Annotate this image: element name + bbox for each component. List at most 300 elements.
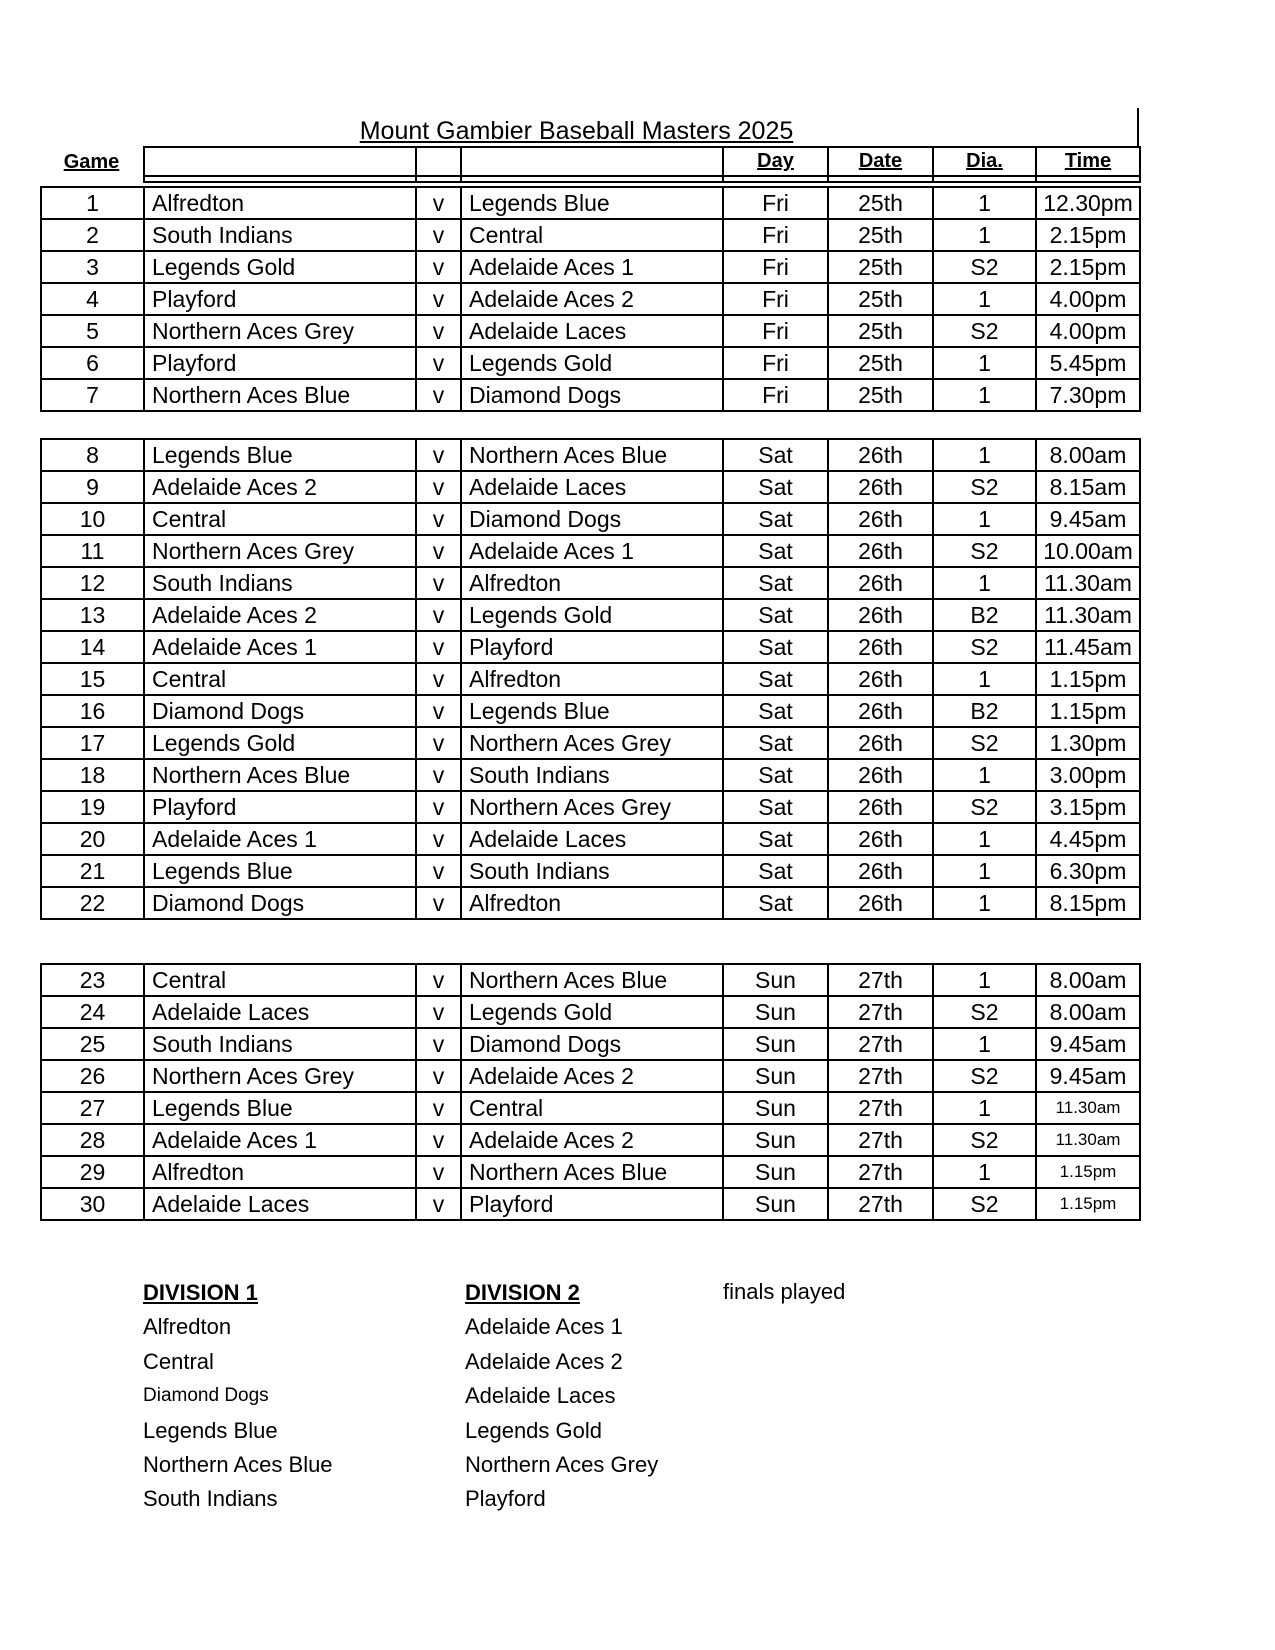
- column-header-date: Date: [828, 147, 933, 176]
- diamond-cell: 1: [933, 1028, 1036, 1060]
- diamond-cell: S2: [933, 727, 1036, 759]
- diamond-cell: S2: [933, 996, 1036, 1028]
- time-cell: 1.30pm: [1036, 727, 1140, 759]
- time-cell: 11.30am: [1036, 567, 1140, 599]
- game-number-cell: 2: [41, 219, 144, 251]
- vs-cell: v: [416, 315, 461, 347]
- game-number-cell: 17: [41, 727, 144, 759]
- away-team-cell: Legends Gold: [461, 347, 723, 379]
- home-team-cell: Diamond Dogs: [144, 695, 416, 727]
- diamond-cell: S2: [933, 1188, 1036, 1220]
- diamond-cell: S2: [933, 791, 1036, 823]
- home-team-cell: Northern Aces Blue: [144, 759, 416, 791]
- day-cell: Sat: [723, 631, 828, 663]
- date-cell: 26th: [828, 599, 933, 631]
- time-cell: 12.30pm: [1036, 187, 1140, 219]
- away-team-cell: Central: [461, 219, 723, 251]
- vs-cell: v: [416, 187, 461, 219]
- page-title: Mount Gambier Baseball Masters 2025: [359, 117, 794, 145]
- division-2-heading: DIVISION 2: [465, 1280, 580, 1305]
- time-cell: 8.00am: [1036, 439, 1140, 471]
- date-cell: 27th: [828, 1156, 933, 1188]
- home-team-cell: Adelaide Aces 2: [144, 471, 416, 503]
- column-header-away-team: [461, 147, 723, 176]
- away-team-cell: Playford: [461, 631, 723, 663]
- column-header-home-team: [144, 147, 416, 176]
- time-cell: 11.45am: [1036, 631, 1140, 663]
- vs-cell: v: [416, 1060, 461, 1092]
- diamond-cell: 1: [933, 964, 1036, 996]
- vs-cell: v: [416, 996, 461, 1028]
- home-team-cell: Alfredton: [144, 187, 416, 219]
- division-1-list: [143, 1276, 333, 1517]
- day-cell: Fri: [723, 187, 828, 219]
- time-cell: 3.15pm: [1036, 791, 1140, 823]
- away-team-cell: Northern Aces Grey: [461, 727, 723, 759]
- home-team-cell: Central: [144, 663, 416, 695]
- game-row: [41, 1060, 1140, 1092]
- vs-cell: v: [416, 759, 461, 791]
- home-team-cell: Northern Aces Blue: [144, 379, 416, 411]
- away-team-cell: Northern Aces Blue: [461, 964, 723, 996]
- column-header-dia: Dia.: [933, 147, 1036, 176]
- date-cell: 27th: [828, 996, 933, 1028]
- game-number-cell: 18: [41, 759, 144, 791]
- game-row: [41, 315, 1140, 347]
- home-team-cell: Adelaide Laces: [144, 996, 416, 1028]
- day-cell: Sat: [723, 663, 828, 695]
- time-cell: 11.30am: [1036, 1092, 1140, 1124]
- game-row: [41, 1188, 1140, 1220]
- game-number-cell: 10: [41, 503, 144, 535]
- game-number-cell: 25: [41, 1028, 144, 1060]
- header-spacer-row: [144, 176, 1140, 182]
- diamond-cell: S2: [933, 315, 1036, 347]
- game-row: [41, 996, 1140, 1028]
- diamond-cell: 1: [933, 187, 1036, 219]
- division-team-item: Central: [143, 1348, 214, 1374]
- date-cell: 25th: [828, 315, 933, 347]
- day-cell: Sat: [723, 823, 828, 855]
- away-team-cell: Northern Aces Blue: [461, 1156, 723, 1188]
- diamond-cell: 1: [933, 823, 1036, 855]
- home-team-cell: Legends Gold: [144, 727, 416, 759]
- date-cell: 26th: [828, 471, 933, 503]
- game-number-cell: 4: [41, 283, 144, 315]
- day-cell: Sat: [723, 439, 828, 471]
- vs-cell: v: [416, 1124, 461, 1156]
- game-number-cell: 24: [41, 996, 144, 1028]
- game-row: [41, 535, 1140, 567]
- vs-cell: v: [416, 964, 461, 996]
- vs-cell: v: [416, 1028, 461, 1060]
- division-team-item: Legends Blue: [143, 1417, 278, 1443]
- vs-cell: v: [416, 663, 461, 695]
- vs-cell: v: [416, 599, 461, 631]
- game-row: [41, 1156, 1140, 1188]
- game-number-cell: 11: [41, 535, 144, 567]
- game-number-cell: 21: [41, 855, 144, 887]
- game-row: [41, 439, 1140, 471]
- game-number-cell: 28: [41, 1124, 144, 1156]
- date-cell: 26th: [828, 695, 933, 727]
- away-team-cell: Adelaide Aces 1: [461, 535, 723, 567]
- home-team-cell: South Indians: [144, 1028, 416, 1060]
- day-cell: Sun: [723, 996, 828, 1028]
- date-cell: 26th: [828, 759, 933, 791]
- date-cell: 26th: [828, 823, 933, 855]
- game-row: [41, 695, 1140, 727]
- time-cell: 8.15pm: [1036, 887, 1140, 919]
- home-team-cell: Legends Blue: [144, 855, 416, 887]
- away-team-cell: Alfredton: [461, 663, 723, 695]
- day-cell: Fri: [723, 219, 828, 251]
- diamond-cell: 1: [933, 759, 1036, 791]
- diamond-cell: 1: [933, 567, 1036, 599]
- diamond-cell: 1: [933, 379, 1036, 411]
- day-cell: Sat: [723, 727, 828, 759]
- game-number-cell: 8: [41, 439, 144, 471]
- date-cell: 25th: [828, 219, 933, 251]
- division-2-list: [465, 1276, 658, 1517]
- game-number-cell: 1: [41, 187, 144, 219]
- game-row: [41, 663, 1140, 695]
- vs-cell: v: [416, 503, 461, 535]
- away-team-cell: Adelaide Laces: [461, 471, 723, 503]
- date-cell: 26th: [828, 855, 933, 887]
- game-number-cell: 26: [41, 1060, 144, 1092]
- column-header-time: Time: [1036, 147, 1140, 176]
- day-cell: Sat: [723, 535, 828, 567]
- diamond-cell: S2: [933, 1060, 1036, 1092]
- diamond-cell: 1: [933, 1092, 1036, 1124]
- game-number-cell: 22: [41, 887, 144, 919]
- game-number-cell: 6: [41, 347, 144, 379]
- time-cell: 8.15am: [1036, 471, 1140, 503]
- vs-cell: v: [416, 791, 461, 823]
- home-team-cell: Legends Gold: [144, 251, 416, 283]
- game-row: [41, 791, 1140, 823]
- diamond-cell: 1: [933, 283, 1036, 315]
- time-cell: 9.45am: [1036, 1060, 1140, 1092]
- away-team-cell: Playford: [461, 1188, 723, 1220]
- vs-cell: v: [416, 347, 461, 379]
- diamond-cell: 1: [933, 1156, 1036, 1188]
- home-team-cell: Central: [144, 964, 416, 996]
- diamond-cell: B2: [933, 599, 1036, 631]
- game-row: [41, 964, 1140, 996]
- vs-cell: v: [416, 695, 461, 727]
- away-team-cell: South Indians: [461, 855, 723, 887]
- away-team-cell: Adelaide Aces 2: [461, 1124, 723, 1156]
- game-row: [41, 599, 1140, 631]
- day-cell: Sat: [723, 887, 828, 919]
- away-team-cell: Central: [461, 1092, 723, 1124]
- game-row: [41, 283, 1140, 315]
- game-number-cell: 16: [41, 695, 144, 727]
- vs-cell: v: [416, 251, 461, 283]
- away-team-cell: Adelaide Aces 2: [461, 1060, 723, 1092]
- date-cell: 27th: [828, 1188, 933, 1220]
- game-row: [41, 631, 1140, 663]
- vs-cell: v: [416, 219, 461, 251]
- away-team-cell: Legends Blue: [461, 187, 723, 219]
- game-number-cell: 23: [41, 964, 144, 996]
- game-number-cell: 9: [41, 471, 144, 503]
- time-cell: 7.30pm: [1036, 379, 1140, 411]
- division-team-item: Adelaide Aces 2: [465, 1348, 623, 1374]
- date-cell: 26th: [828, 791, 933, 823]
- date-cell: 25th: [828, 187, 933, 219]
- home-team-cell: Diamond Dogs: [144, 887, 416, 919]
- time-cell: 11.30am: [1036, 599, 1140, 631]
- date-cell: 26th: [828, 663, 933, 695]
- home-team-cell: Central: [144, 503, 416, 535]
- diamond-cell: 1: [933, 855, 1036, 887]
- day-cell: Fri: [723, 251, 828, 283]
- day-cell: Fri: [723, 315, 828, 347]
- time-cell: 4.45pm: [1036, 823, 1140, 855]
- column-header-game: Game: [63, 151, 120, 173]
- date-cell: 26th: [828, 535, 933, 567]
- game-row: [41, 727, 1140, 759]
- time-cell: 9.45am: [1036, 1028, 1140, 1060]
- vs-cell: v: [416, 727, 461, 759]
- vs-cell: v: [416, 631, 461, 663]
- home-team-cell: Northern Aces Grey: [144, 315, 416, 347]
- away-team-cell: Adelaide Aces 2: [461, 283, 723, 315]
- time-cell: 1.15pm: [1036, 1188, 1140, 1220]
- home-team-cell: Alfredton: [144, 1156, 416, 1188]
- time-cell: 2.15pm: [1036, 251, 1140, 283]
- time-cell: 5.45pm: [1036, 347, 1140, 379]
- game-row: [41, 823, 1140, 855]
- day-cell: Sun: [723, 1028, 828, 1060]
- time-cell: 1.15pm: [1036, 695, 1140, 727]
- day-cell: Fri: [723, 283, 828, 315]
- vs-cell: v: [416, 567, 461, 599]
- home-team-cell: South Indians: [144, 567, 416, 599]
- date-cell: 25th: [828, 251, 933, 283]
- day-cell: Sat: [723, 503, 828, 535]
- game-row: [41, 347, 1140, 379]
- date-cell: 26th: [828, 503, 933, 535]
- day-cell: Sun: [723, 1156, 828, 1188]
- away-team-cell: Legends Gold: [461, 996, 723, 1028]
- game-number-cell: 30: [41, 1188, 144, 1220]
- away-team-cell: Adelaide Laces: [461, 823, 723, 855]
- vs-cell: v: [416, 1092, 461, 1124]
- date-cell: 27th: [828, 1092, 933, 1124]
- home-team-cell: Northern Aces Grey: [144, 535, 416, 567]
- game-number-cell: 3: [41, 251, 144, 283]
- day-cell: Fri: [723, 347, 828, 379]
- game-number-cell: 27: [41, 1092, 144, 1124]
- home-team-cell: Playford: [144, 791, 416, 823]
- division-1-heading: DIVISION 1: [143, 1280, 258, 1305]
- day-cell: Sat: [723, 695, 828, 727]
- away-team-cell: Alfredton: [461, 567, 723, 599]
- away-team-cell: Legends Blue: [461, 695, 723, 727]
- diamond-cell: 1: [933, 347, 1036, 379]
- diamond-cell: 1: [933, 503, 1036, 535]
- away-team-cell: Northern Aces Grey: [461, 791, 723, 823]
- vs-cell: v: [416, 1188, 461, 1220]
- time-cell: 1.15pm: [1036, 1156, 1140, 1188]
- vs-cell: v: [416, 1156, 461, 1188]
- day-cell: Sat: [723, 471, 828, 503]
- game-number-cell: 29: [41, 1156, 144, 1188]
- away-team-cell: South Indians: [461, 759, 723, 791]
- diamond-cell: B2: [933, 695, 1036, 727]
- day-cell: Sat: [723, 599, 828, 631]
- division-team-item: South Indians: [143, 1486, 278, 1512]
- diamond-cell: S2: [933, 1124, 1036, 1156]
- game-number-cell: 14: [41, 631, 144, 663]
- home-team-cell: Adelaide Aces 1: [144, 1124, 416, 1156]
- diamond-cell: S2: [933, 251, 1036, 283]
- division-team-item: Northern Aces Grey: [465, 1452, 659, 1478]
- date-cell: 27th: [828, 1028, 933, 1060]
- home-team-cell: Playford: [144, 347, 416, 379]
- game-row: [41, 1092, 1140, 1124]
- home-team-cell: Legends Blue: [144, 1092, 416, 1124]
- diamond-cell: S2: [933, 535, 1036, 567]
- day-cell: Sat: [723, 791, 828, 823]
- diamond-cell: 1: [933, 219, 1036, 251]
- away-team-cell: Diamond Dogs: [461, 1028, 723, 1060]
- game-number-cell: 19: [41, 791, 144, 823]
- vs-cell: v: [416, 535, 461, 567]
- vs-cell: v: [416, 439, 461, 471]
- date-cell: 26th: [828, 439, 933, 471]
- day-cell: Sun: [723, 1092, 828, 1124]
- schedule-header: [143, 146, 1141, 183]
- date-cell: 25th: [828, 347, 933, 379]
- schedule-block-friday: [40, 186, 1141, 412]
- time-cell: 6.30pm: [1036, 855, 1140, 887]
- day-cell: Sun: [723, 1124, 828, 1156]
- day-cell: Sun: [723, 1188, 828, 1220]
- vs-cell: v: [416, 823, 461, 855]
- vs-cell: v: [416, 887, 461, 919]
- game-row: [41, 219, 1140, 251]
- away-team-cell: Adelaide Laces: [461, 315, 723, 347]
- diamond-cell: S2: [933, 631, 1036, 663]
- division-team-item: Diamond Dogs: [143, 1385, 269, 1407]
- game-row: [41, 187, 1140, 219]
- diamond-cell: 1: [933, 887, 1036, 919]
- time-cell: 3.00pm: [1036, 759, 1140, 791]
- day-cell: Sun: [723, 1060, 828, 1092]
- division-team-item: Adelaide Aces 1: [465, 1314, 623, 1340]
- date-cell: 27th: [828, 964, 933, 996]
- game-row: [41, 379, 1140, 411]
- home-team-cell: Adelaide Aces 1: [144, 631, 416, 663]
- home-team-cell: Legends Blue: [144, 439, 416, 471]
- date-cell: 26th: [828, 887, 933, 919]
- time-cell: 10.00am: [1036, 535, 1140, 567]
- date-cell: 25th: [828, 379, 933, 411]
- game-row: [41, 471, 1140, 503]
- home-team-cell: South Indians: [144, 219, 416, 251]
- time-cell: 8.00am: [1036, 996, 1140, 1028]
- division-team-item: Alfredton: [143, 1314, 232, 1340]
- game-number-cell: 15: [41, 663, 144, 695]
- time-cell: 2.15pm: [1036, 219, 1140, 251]
- division-team-item: Playford: [465, 1486, 546, 1512]
- day-cell: Fri: [723, 379, 828, 411]
- game-row: [41, 855, 1140, 887]
- game-number-cell: 7: [41, 379, 144, 411]
- game-row: [41, 251, 1140, 283]
- date-cell: 27th: [828, 1060, 933, 1092]
- home-team-cell: Adelaide Aces 1: [144, 823, 416, 855]
- schedule-block-saturday: [40, 438, 1141, 920]
- date-cell: 27th: [828, 1124, 933, 1156]
- game-number-cell: 13: [41, 599, 144, 631]
- finals-played-note: finals played: [723, 1279, 846, 1304]
- time-cell: 11.30am: [1036, 1124, 1140, 1156]
- diamond-cell: 1: [933, 663, 1036, 695]
- date-cell: 26th: [828, 631, 933, 663]
- vs-cell: v: [416, 379, 461, 411]
- date-cell: 25th: [828, 283, 933, 315]
- game-row: [41, 503, 1140, 535]
- vs-cell: v: [416, 471, 461, 503]
- column-header-day: Day: [723, 147, 828, 176]
- game-number-cell: 5: [41, 315, 144, 347]
- diamond-cell: S2: [933, 471, 1036, 503]
- vs-cell: v: [416, 283, 461, 315]
- away-team-cell: Diamond Dogs: [461, 503, 723, 535]
- game-row: [41, 759, 1140, 791]
- time-cell: 8.00am: [1036, 964, 1140, 996]
- home-team-cell: Adelaide Laces: [144, 1188, 416, 1220]
- home-team-cell: Playford: [144, 283, 416, 315]
- column-header-vs: [416, 147, 461, 176]
- away-team-cell: Alfredton: [461, 887, 723, 919]
- time-cell: 9.45am: [1036, 503, 1140, 535]
- vs-cell: v: [416, 855, 461, 887]
- date-cell: 26th: [828, 727, 933, 759]
- away-team-cell: Legends Gold: [461, 599, 723, 631]
- home-team-cell: Adelaide Aces 2: [144, 599, 416, 631]
- time-cell: 1.15pm: [1036, 663, 1140, 695]
- game-row: [41, 887, 1140, 919]
- game-row: [41, 567, 1140, 599]
- diamond-cell: 1: [933, 439, 1036, 471]
- away-team-cell: Diamond Dogs: [461, 379, 723, 411]
- table-right-edge-tick: [1137, 108, 1139, 147]
- game-row: [41, 1028, 1140, 1060]
- game-number-cell: 12: [41, 567, 144, 599]
- home-team-cell: Northern Aces Grey: [144, 1060, 416, 1092]
- schedule-block-sunday: [40, 963, 1141, 1221]
- division-team-item: Northern Aces Blue: [143, 1452, 333, 1478]
- division-team-item: Adelaide Laces: [465, 1383, 616, 1409]
- day-cell: Sat: [723, 855, 828, 887]
- day-cell: Sun: [723, 964, 828, 996]
- game-number-cell: 20: [41, 823, 144, 855]
- time-cell: 4.00pm: [1036, 283, 1140, 315]
- day-cell: Sat: [723, 759, 828, 791]
- date-cell: 26th: [828, 567, 933, 599]
- away-team-cell: Adelaide Aces 1: [461, 251, 723, 283]
- game-row: [41, 1124, 1140, 1156]
- away-team-cell: Northern Aces Blue: [461, 439, 723, 471]
- division-team-item: Legends Gold: [465, 1417, 602, 1443]
